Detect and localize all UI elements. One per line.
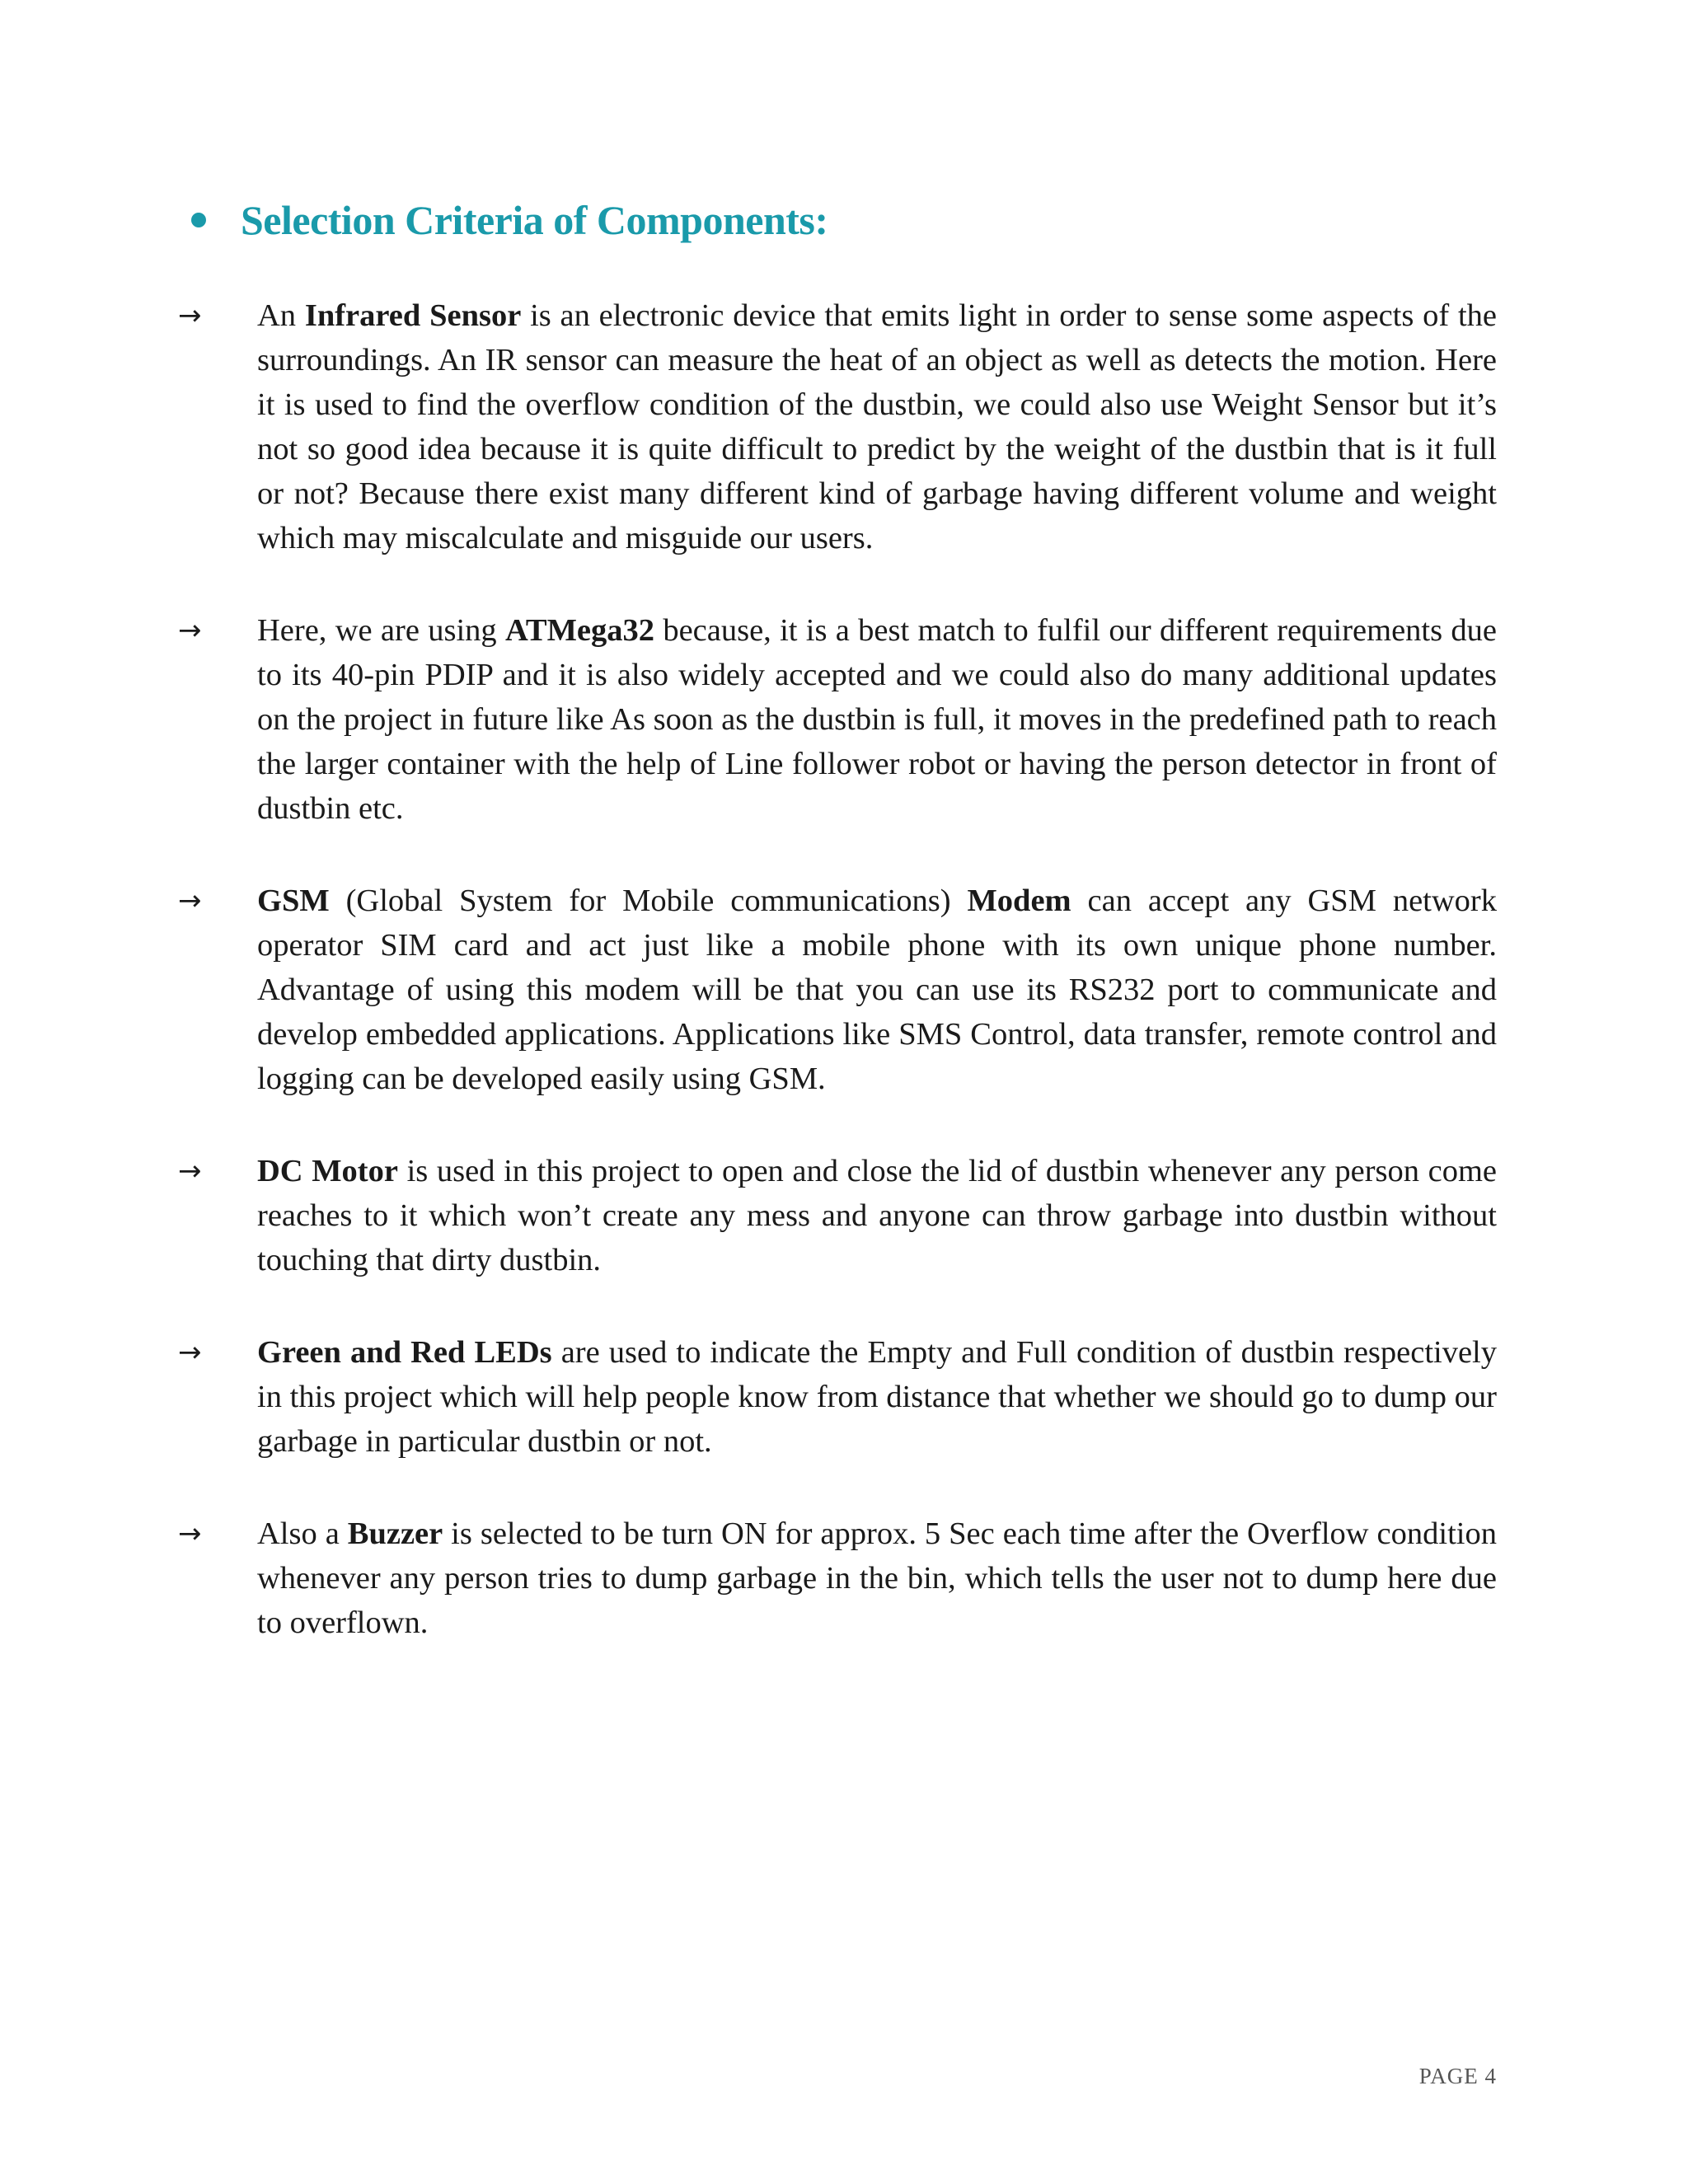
- term-dc-motor: DC Motor: [257, 1154, 398, 1188]
- arrow-icon: →: [178, 299, 202, 332]
- term-modem: Modem: [967, 883, 1071, 918]
- arrow-icon: →: [178, 1336, 202, 1369]
- term-buzzer: Buzzer: [347, 1516, 443, 1551]
- arrow-icon: →: [178, 884, 202, 917]
- list-item-gsm-modem: → GSM (Global System for Mobile communications) Modem can accept any GSM network operator SIM card and act just like a mobile phone with its own unique phone number. Advantage of using this modem will be that you can use its RS232 port to communicate and develop embedded applications. Applications like SMS Control, data transfer, remote control and logging can be developed easily using GSM.: [178, 879, 1497, 1101]
- bullet-icon: [191, 213, 206, 227]
- term-leds: Green and Red LEDs: [257, 1335, 552, 1370]
- arrow-icon: →: [178, 1155, 202, 1188]
- list-item-infrared-sensor: → An Infrared Sensor is an electronic device that emits light in order to sense some aspects of the surroundings. An IR sensor can measure the heat of an object as well as detects the motion. Here it is used to find the overflow condition of the dustbin, we could also use Weight Sensor but it’s not so good idea because it is quite difficult to predict by the weight of the dustbin that is it full or not? Because there exist many different kind of garbage having different volume and weight which may miscalculate and misguide our users.: [178, 293, 1497, 560]
- arrow-icon: →: [178, 1517, 202, 1550]
- term-infrared-sensor: Infrared Sensor: [304, 298, 522, 333]
- list-item-dc-motor: → DC Motor is used in this project to open and close the lid of dustbin whenever any person come reaches to it which won’t create any mess and anyone can throw garbage into dustbin without touching that dirty dustbin.: [178, 1149, 1497, 1282]
- list-item-leds: → Green and Red LEDs are used to indicate the Empty and Full condition of dustbin respectively in this project which will help people know from distance that whether we should go to dump our garbage in particular dustbin or not.: [178, 1330, 1497, 1464]
- term-atmega32: ATMega32: [504, 613, 655, 648]
- arrow-icon: →: [178, 614, 202, 647]
- term-gsm: GSM: [257, 883, 330, 918]
- page-number: PAGE 4: [1418, 2064, 1497, 2088]
- list-item-atmega32: → Here, we are using ATMega32 because, it is a best match to fulfil our different requirements due to its 40-pin PDIP and it is also widely accepted and we could also do many additional updates on the project in future like As soon as the dustbin is full, it moves in the predefined path to reach the larger container with the help of Line follower robot or having the person detector in front of dustbin etc.: [178, 608, 1497, 831]
- section-heading: [191, 196, 828, 244]
- list-item-buzzer: → Also a Buzzer is selected to be turn ON for approx. 5 Sec each time after the Overflow condition whenever any person tries to dump garbage in the bin, which tells the user not to dump here due to overflown.: [178, 1511, 1497, 1645]
- section-title: Selection Criteria of Components:: [241, 197, 828, 243]
- criteria-list: [178, 293, 1497, 1693]
